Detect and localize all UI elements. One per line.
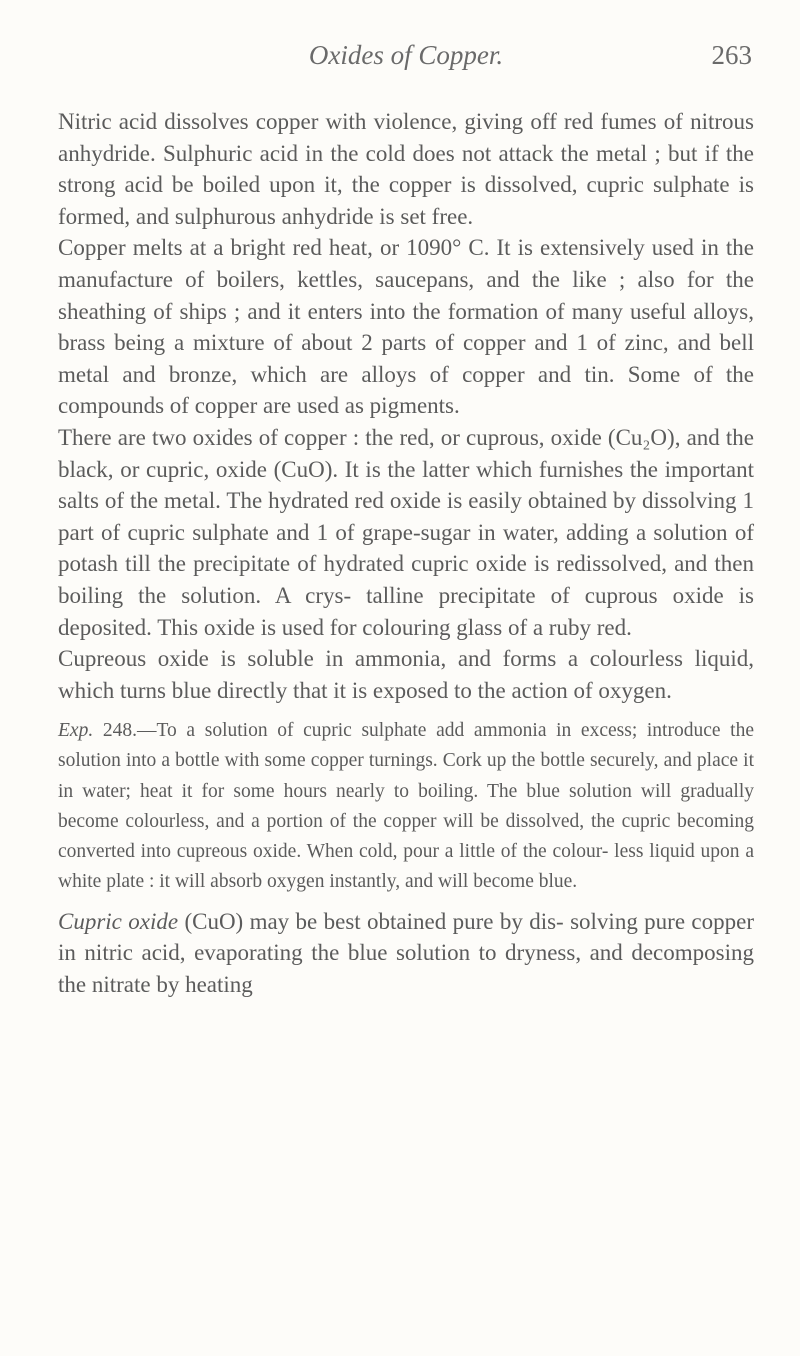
cupric-oxide-text: (CuO) may be best obtained pure by dis- solving pure copper in nitric acid, evaporating the blue solution to dryness, and decomposing the nitrate by heating [58,908,754,997]
experiment-label: Exp. [58,720,94,742]
cupric-oxide-term: Cupric oxide [58,908,179,934]
paragraph-copper-melts: Copper melts at a bright red heat, or 1090° C. It is extensively used in the manufacture of boilers, kettles, saucepans, and the like ; also for the sheathing of ships ; and it enters into the formation of many useful alloys, brass being a mixture of about 2 parts of copper and 1 of zinc, and bell metal and bronze, which are alloys of copper and tin. Some of the compounds of copper are used as pigments. [58,235,754,419]
body-text [58,106,754,1000]
paragraph-cupreous-oxide: Cupreous oxide is soluble in ammonia, and forms a colourless liquid, which turns blue directly that it is exposed to the action of oxygen. [58,646,754,703]
book-page [58,40,754,1000]
page-header [58,40,754,84]
page-number: 263 [711,40,752,70]
running-title: Oxides of Copper. [308,40,504,70]
experiment-248 [58,716,754,897]
experiment-text: 248.—To a solution of cupric sulphate add ammonia in excess; introduce the solution into a bottle with some copper turnings. Cork up the bottle securely, and place it in water; heat it for some hours nearly to boiling. The blue solution will gradually become colourless, and a portion of the copper will be dissolved, the cupric becoming converted into cupreous oxide. When cold, pour a little of the colour- less liquid upon a white plate : it will absorb oxygen instantly, and will become blue. [58,720,754,893]
paragraph-cupric-oxide [58,906,754,1001]
paragraph-nitric-acid: Nitric acid dissolves copper with violence, giving off red fumes of nitrous anhydride. Sulphuric acid in the cold does not attack the metal ; but if the strong acid be boiled upon it, the copper is dissolved, cupric sulphate is formed, and sulphurous anhydride is set free. [58,109,754,229]
paragraph-oxides-of-copper: There are two oxides of copper : the red, or cuprous, oxide (Cu₂O), and the black, or cupric, oxide (CuO). It is the latter which furnishes the important salts of the metal. The hydrated red oxide is easily obtained by dissolving 1 part of cupric sulphate and 1 of grape-sugar in water, adding a solution of potash till the precipitate of hydrated cupric oxide is redissolved, and then boiling the solution. A crys- talline precipitate of cuprous oxide is deposited. This oxide is used for colouring glass of a ruby red. [58,424,754,640]
